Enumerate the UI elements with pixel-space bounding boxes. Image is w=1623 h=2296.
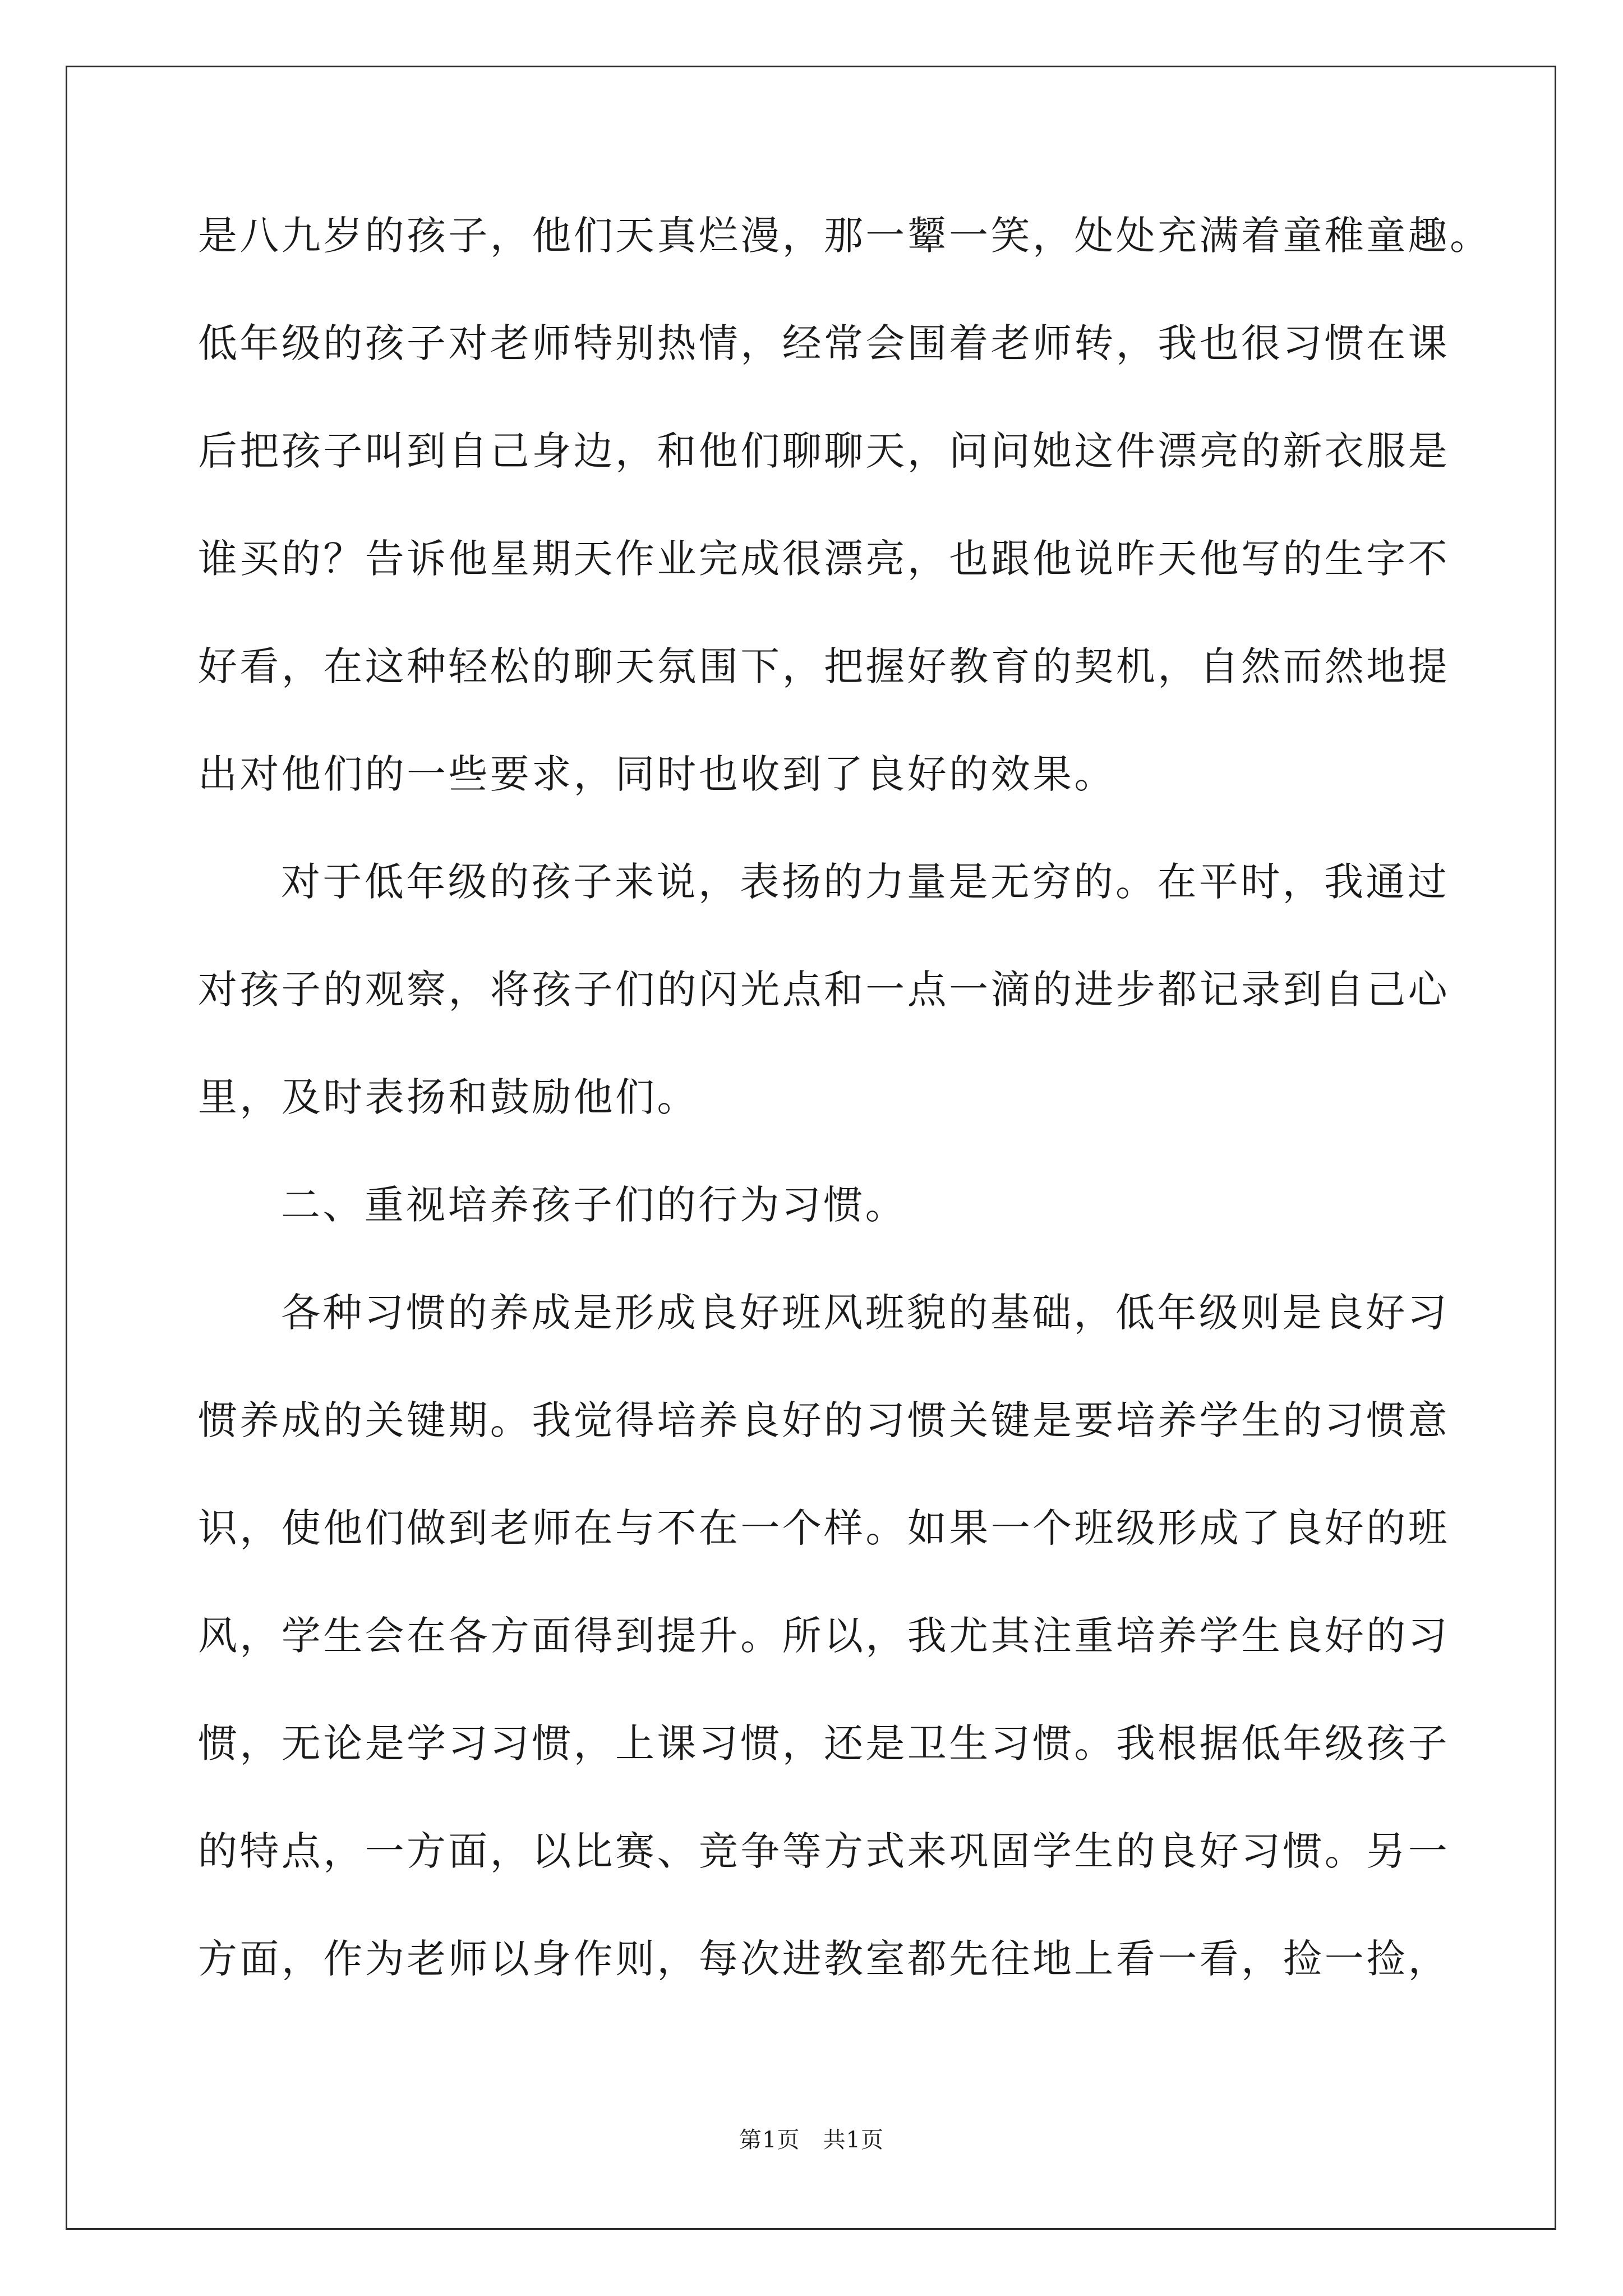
text-line: 低年级的孩子对老师特别热情，经常会围着老师转，我也很习惯在课 [198, 320, 1450, 366]
document-body [198, 209, 1492, 2040]
paragraph-first-line: 对于低年级的孩子来说，表扬的力量是无穷的。在平时，我通过 [281, 859, 1450, 905]
paragraph-first-line: 各种习惯的养成是形成良好班风班貌的基础，低年级则是良好习 [281, 1290, 1450, 1336]
text-line: 好看，在这种轻松的聊天氛围下，把握好教育的契机，自然而然地提 [198, 643, 1450, 689]
text-line: 风，学生会在各方面得到提升。所以，我尤其注重培养学生良好的习 [198, 1613, 1450, 1659]
text-line: 惯，无论是学习习惯，上课习惯，还是卫生习惯。我根据低年级孩子 [198, 1720, 1450, 1766]
text-line: 方面，作为老师以身作则，每次进教室都先往地上看一看，捡一捡， [198, 1936, 1450, 1982]
text-line: 识，使他们做到老师在与不在一个样。如果一个班级形成了良好的班 [198, 1505, 1450, 1551]
text-line: 是八九岁的孩子，他们天真烂漫，那一颦一笑，处处充满着童稚童趣。 [198, 213, 1492, 259]
page-number-footer: 第1页 共1页 [739, 2127, 884, 2153]
text-line: 的特点，一方面，以比赛、竞争等方式来巩固学生的良好习惯。另一 [198, 1828, 1450, 1874]
text-line: 出对他们的一些要求，同时也收到了良好的效果。 [198, 751, 1116, 797]
text-line: 惯养成的关键期。我觉得培养良好的习惯关键是要培养学生的习惯意 [198, 1397, 1450, 1443]
text-line: 对孩子的观察，将孩子们的闪光点和一点一滴的进步都记录到自己心 [198, 967, 1450, 1013]
text-line: 后把孩子叫到自己身边，和他们聊聊天，问问她这件漂亮的新衣服是 [198, 428, 1450, 474]
text-line: 里，及时表扬和鼓励他们。 [198, 1074, 699, 1120]
text-line: 谁买的？告诉他星期天作业完成很漂亮，也跟他说昨天他写的生字不 [198, 536, 1450, 582]
section-heading: 二、重视培养孩子们的行为习惯。 [281, 1182, 907, 1228]
